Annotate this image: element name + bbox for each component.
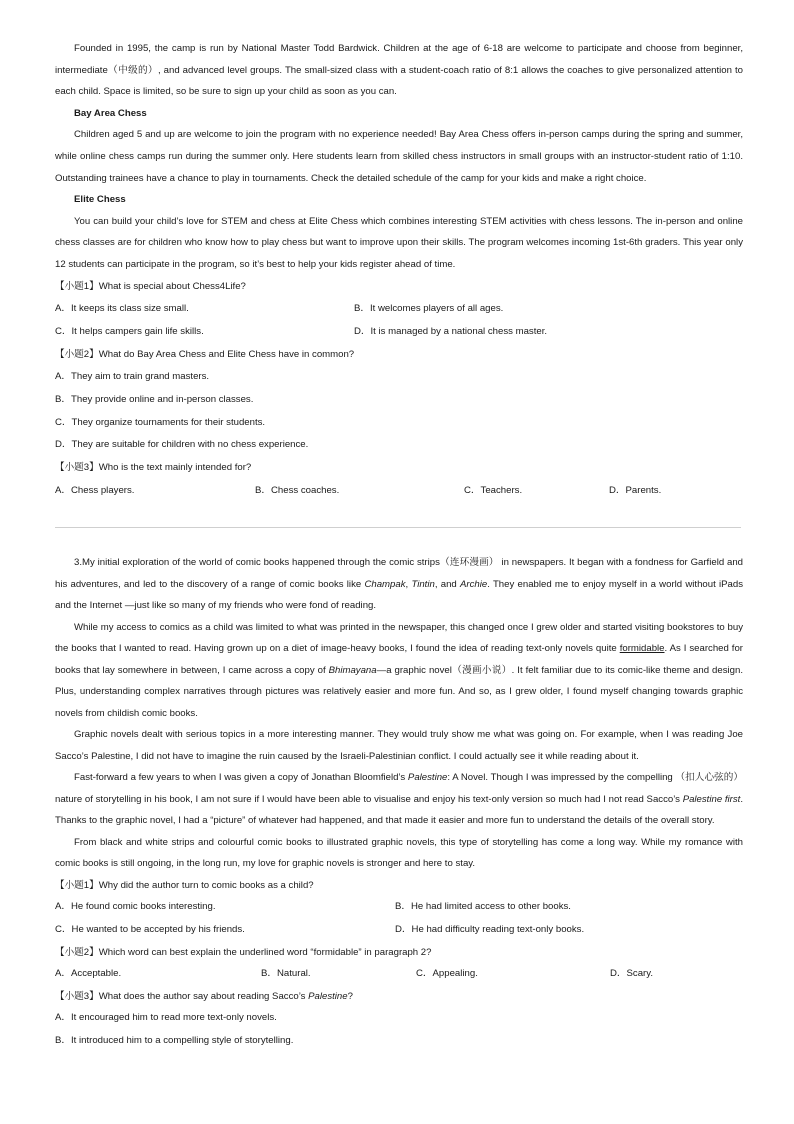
question-3-stem: [55, 986, 743, 1008]
section-chess-camps: [55, 38, 743, 502]
text: . They enabled me to enjoy myself in a world without iPads and the Internet —just like so many of my friends who were fond of reading.: [55, 578, 743, 611]
option-a[interactable]: A．Acceptable.: [55, 968, 122, 980]
paragraph-5: From black and white strips and colourful comic books to illustrated graphic novels, this type of storytelling has come a long way. While my romance with comic books is still ongoing, in the long run, my love for graphic novels is stronger and here to stay.: [55, 836, 743, 869]
title-palestine: Palestine: [308, 990, 348, 1002]
option-d[interactable]: D．He had difficulty reading text-only books.: [395, 923, 585, 935]
title-bhimayana: Bhimayana: [328, 664, 377, 676]
option-c[interactable]: C．He wanted to be accepted by his friends.: [55, 923, 245, 935]
option-b[interactable]: B．It introduced him to a compelling style of storytelling.: [55, 1035, 294, 1047]
option-a[interactable]: A．They aim to train grand masters.: [55, 370, 210, 382]
option-a[interactable]: A．It encouraged him to read more text-only novels.: [55, 1012, 277, 1024]
option-c[interactable]: C．They organize tournaments for their students.: [55, 416, 266, 428]
underlined-word-formidable: formidable: [619, 643, 665, 654]
paragraph-3: Graphic novels dealt with serious topics in a more interesting manner. They would truly show me what was going on. For example, when I was reading Joe Sacco’s Palestine, I did not have to imagine the ruin caused by the Israeli-Palestinian conflict. I could actually see it while reading about it.: [55, 729, 743, 762]
paragraph-bay-area-chess: Children aged 5 and up are welcome to join the program with no experience needed! Bay Area Chess offers in-person camps during the spring and summer, while online chess camps run during the summer only. Here students learn from skilled chess instructors in small groups with an instructor-student ratio of 1:10. Outstanding trainees have a chance to play in tournaments. Check the detailed schedule of the camp for your kids and make a right choice.: [55, 129, 743, 184]
question-2-stem: 【小题2】Which word can best explain the underlined word “formidable” in paragraph 2?: [55, 946, 432, 958]
text: —a graphic novel（漫画小说）. It felt familiar due to its comic-like theme and design. Plus, understanding complex narratives through pictures was relatively easier and more fun. And so, as I grew older, I found myself changing towards graphic novels from childish comic books.: [55, 664, 743, 719]
question-1-stem: 【小题1】Why did the author turn to comic books as a child?: [55, 879, 314, 891]
section-divider: [55, 527, 741, 528]
text: . Thanks to the graphic novel, I had a “picture” of whatever had happened, and that made it easier and more fun to understand the details of the overall story.: [55, 793, 743, 826]
question-1-options-row-1: [55, 896, 743, 919]
heading-elite-chess: Elite Chess: [74, 194, 126, 206]
question-1-options-row-2: [55, 321, 743, 344]
option-c[interactable]: C．Teachers.: [464, 484, 523, 496]
question-3-options: [55, 480, 743, 503]
question-3-stem: 【小题3】Who is the text mainly intended for?: [55, 462, 252, 474]
text: While my access to comics as a child was limited to what was printed in the newspaper, this changed once I grew older and started visiting bookstores to buy the books that I wanted to read. Having grown up on a diet of image-heavy books, I found the idea of reading text-only novels quite: [55, 621, 743, 654]
paragraph-2: [55, 617, 743, 725]
title-champak: Champak: [364, 578, 406, 590]
title-tintin: Tintin: [411, 578, 435, 590]
option-b[interactable]: B．It welcomes players of all ages.: [354, 302, 504, 314]
title-palestine: Palestine: [407, 772, 448, 783]
option-a[interactable]: A．He found comic books interesting.: [55, 901, 216, 912]
paragraph-elite-chess: You can build your child’s love for STEM and chess at Elite Chess which combines interesting STEM activities with chess lessons. The in-person and online chess classes are for children who know how to play chess but want to improve upon their skills. The program welcomes incoming 1st-6th graders. This year only 12 students can participate in the program, so it’s best to help your kids register ahead of time.: [55, 215, 743, 270]
option-d[interactable]: D．It is managed by a national chess master.: [354, 325, 548, 337]
text: , and: [434, 578, 460, 590]
heading-bay-area-chess: Bay Area Chess: [74, 107, 147, 119]
text: ,: [405, 578, 412, 590]
paragraph-chess4life: Founded in 1995, the camp is run by National Master Todd Bardwick. Children at the age of 6-18 are welcome to participate and choose from beginner, intermediate（中级的）, and advanced level groups. The small-sized class with a student-coach ratio of 8:1 allows the coaches to give personalized attention to each child. Space is limited, so be sure to sign up your child as soon as you can.: [55, 43, 743, 98]
option-d[interactable]: D．They are suitable for children with no chess experience.: [55, 439, 309, 451]
option-b[interactable]: B．Chess coaches.: [255, 484, 340, 496]
text: 【小题3】What does the author say about reading Sacco’s: [55, 990, 309, 1002]
section-comic-books: [55, 552, 743, 1053]
option-a[interactable]: A．Chess players.: [55, 484, 135, 496]
text: 3.My initial exploration of the world of comic books happened through the comic strips（连环漫画） in newspapers. It began with a fondness for Garfield and his adventures, and led to the discovery of a range of comic books like: [55, 557, 743, 590]
option-d[interactable]: D．Scary.: [610, 968, 653, 980]
text: Fast-forward a few years to when I was given a copy of Jonathan Bloomfield’s: [74, 772, 408, 783]
text: : A Novel. Though I was impressed by the compelling （扣人心弦的） nature of storytelling in his book, I am not sure if I would have been able to visualise and enjoy his text-only version so much had I not read Sacco’s: [55, 772, 743, 805]
text: ?: [347, 990, 353, 1002]
question-1-stem: 【小题1】What is special about Chess4Life?: [55, 280, 246, 292]
question-2-stem: 【小题2】What do Bay Area Chess and Elite Chess have in common?: [55, 348, 355, 360]
question-1-options-row-2: [55, 919, 743, 942]
option-a[interactable]: A．It keeps its class size small.: [55, 302, 189, 314]
title-archie: Archie: [460, 578, 488, 590]
option-d[interactable]: D．Parents.: [609, 484, 662, 496]
option-c[interactable]: C．It helps campers gain life skills.: [55, 325, 204, 337]
option-c[interactable]: C．Appealing.: [416, 968, 478, 980]
option-b[interactable]: B．They provide online and in-person classes.: [55, 393, 254, 405]
question-1-options-row-1: [55, 298, 743, 321]
option-b[interactable]: B．He had limited access to other books.: [395, 901, 571, 912]
title-palestine-first: Palestine first: [682, 793, 741, 805]
option-b[interactable]: B．Natural.: [261, 968, 311, 980]
text: . As I searched for books that lay somewhere in between, I came across a copy of: [55, 643, 744, 676]
question-2-options: [55, 963, 743, 986]
paragraph-1: [55, 552, 743, 617]
paragraph-4: [55, 767, 743, 832]
